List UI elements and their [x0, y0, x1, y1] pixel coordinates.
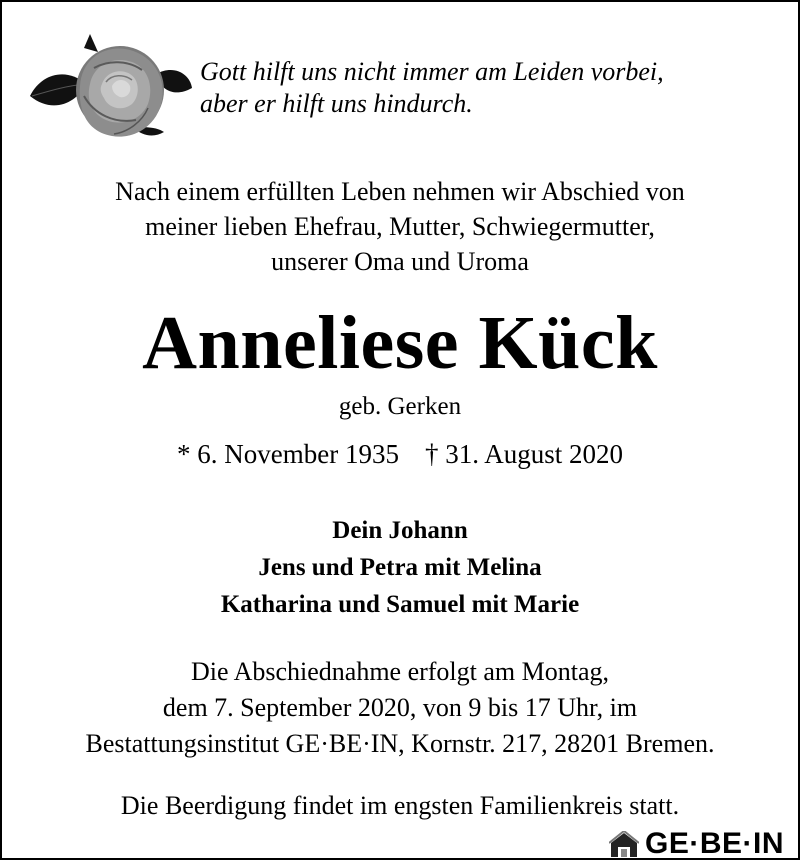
death-date: † 31. August 2020	[424, 439, 623, 469]
motto-line: Gott hilft uns nicht immer am Leiden vorbei,	[200, 57, 664, 86]
gebein-logo-icon	[609, 831, 639, 857]
life-dates	[2, 436, 798, 472]
motto-line: aber er hilft uns hindurch.	[200, 89, 473, 118]
intro-line: meiner lieben Ehefrau, Mutter, Schwiegermutter,	[145, 212, 655, 241]
intro-line: unserer Oma und Uroma	[271, 247, 529, 276]
funeral-home-logo	[609, 829, 784, 859]
service-line: dem 7. September 2020, von 9 bis 17 Uhr, im	[162, 693, 638, 722]
service-line: Bestattungsinstitut GE·BE·IN, Kornstr. 217, 28201 Bremen.	[85, 729, 715, 758]
service-line: Die Abschiednahme erfolgt am Montag,	[190, 657, 610, 686]
birth-name: geb. Gerken	[338, 393, 462, 420]
burial-info: Die Beerdigung findet im engsten Familienkreis statt.	[120, 791, 680, 820]
intro-line: Nach einem erfüllten Leben nehmen wir Abschied von	[115, 177, 685, 206]
intro-text	[2, 174, 798, 279]
deceased-name: Anneliese Kück	[142, 301, 658, 385]
mourner-line: Dein Johann	[332, 517, 468, 544]
logo-text: GE·BE·IN	[645, 827, 784, 860]
service-info	[2, 654, 798, 762]
birth-date: * 6. November 1935	[177, 439, 399, 469]
rose-icon	[24, 24, 196, 154]
mourner-line: Katharina und Samuel mit Marie	[220, 591, 580, 618]
mourner-line: Jens und Petra mit Melina	[258, 554, 542, 581]
motto	[200, 56, 664, 120]
mourners-list	[2, 512, 798, 623]
